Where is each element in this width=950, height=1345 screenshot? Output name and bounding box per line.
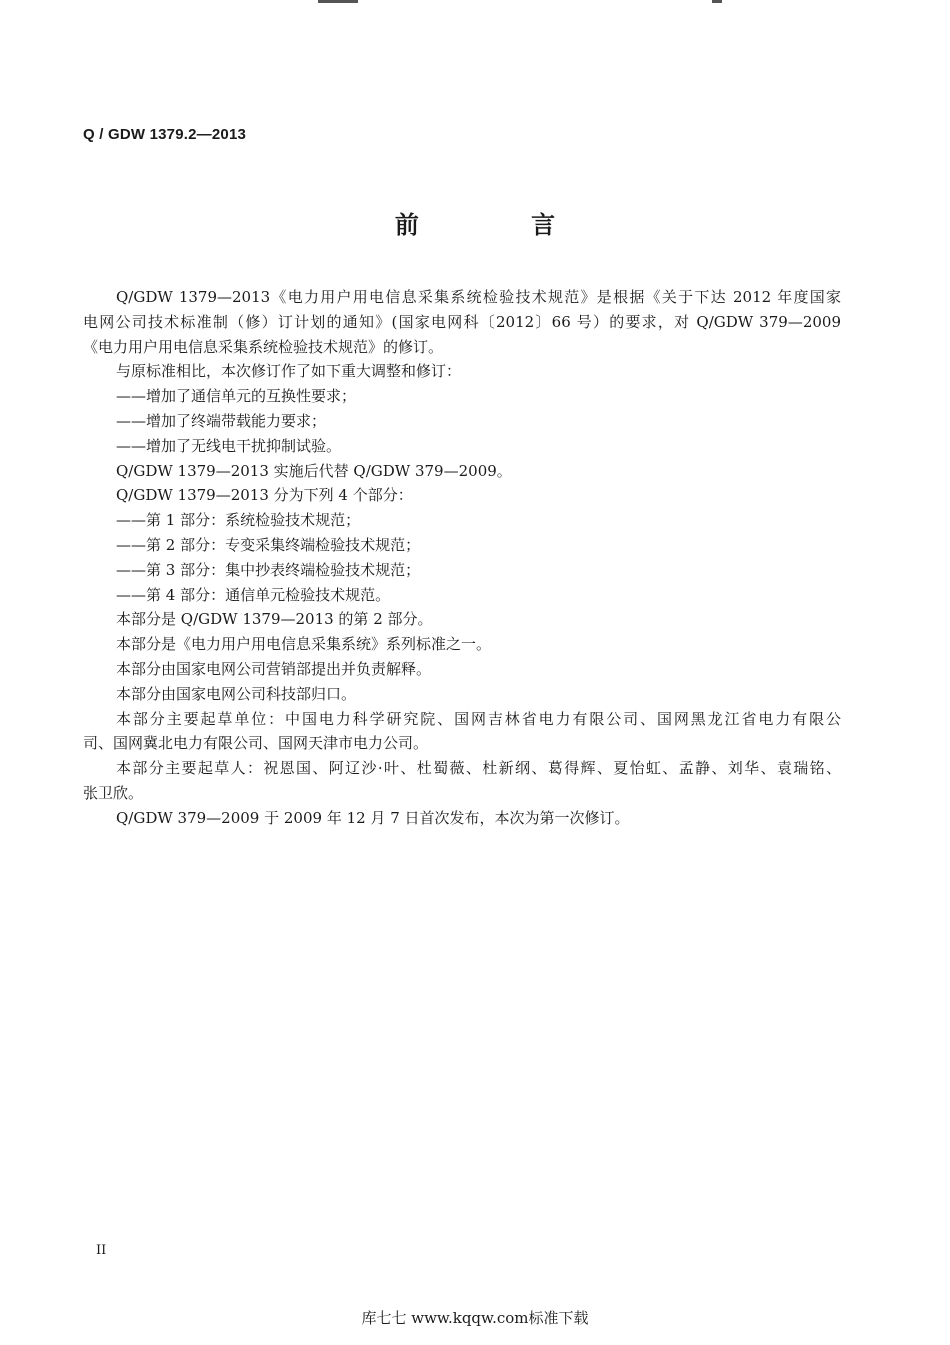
scan-artifact bbox=[712, 0, 722, 3]
paragraph bbox=[83, 359, 841, 384]
scan-artifact bbox=[318, 0, 358, 3]
paragraph-line: ——增加了无线电干扰抑制试验。 bbox=[116, 436, 342, 455]
paragraph-line: 本部分由国家电网公司科技部归口。 bbox=[116, 684, 357, 703]
paragraph-line: 司、国网冀北电力有限公司、国网天津市电力公司。 bbox=[83, 734, 429, 753]
paragraph bbox=[83, 707, 841, 757]
paragraph-line: 与原标准相比，本次修订作了如下重大调整和修订： bbox=[116, 362, 462, 381]
paragraph bbox=[83, 533, 841, 558]
paragraph-line: 《电力用户用电信息采集系统检验技术规范》的修订。 bbox=[83, 337, 444, 356]
paragraph-line: 本部分主要起草人：祝恩国、阿辽沙·叶、杜蜀薇、杜新纲、葛得辉、夏怡虹、孟静、刘华、袁瑞铭、 bbox=[116, 759, 841, 778]
paragraph bbox=[83, 607, 841, 632]
paragraph bbox=[83, 459, 841, 484]
paragraph bbox=[83, 558, 841, 583]
paragraph-line: Q/GDW 1379—2013 实施后代替 Q/GDW 379—2009。 bbox=[116, 461, 512, 480]
paragraph bbox=[83, 483, 841, 508]
paragraph-line: 电网公司技术标准制（修）订计划的通知》(国家电网科〔2012〕66 号）的要求，对 Q/GDW 379—2009 bbox=[83, 312, 841, 331]
paragraph bbox=[83, 409, 841, 434]
paragraph-line: ——第 3 部分：集中抄表终端检验技术规范； bbox=[116, 560, 421, 579]
paragraph-line: Q/GDW 379—2009 于 2009 年 12 月 7 日首次发布，本次为第一次修订。 bbox=[116, 808, 630, 827]
paragraph-line: ——增加了终端带载能力要求； bbox=[116, 411, 327, 430]
paragraph bbox=[83, 682, 841, 707]
paragraph-line: ——第 1 部分：系统检验技术规范； bbox=[116, 511, 361, 530]
paragraph bbox=[83, 384, 841, 409]
page-number: II bbox=[96, 1243, 107, 1258]
paragraph bbox=[83, 583, 841, 608]
paragraph-line: 张卫欣。 bbox=[83, 783, 144, 802]
paragraph bbox=[83, 508, 841, 533]
preface-body bbox=[83, 285, 841, 831]
page-title: 前 言 bbox=[394, 210, 608, 239]
paragraph-line: ——增加了通信单元的互换性要求； bbox=[116, 387, 357, 406]
paragraph-line: 本部分是《电力用户用电信息采集系统》系列标准之一。 bbox=[116, 635, 492, 654]
paragraph-line: 本部分由国家电网公司营销部提出并负责解释。 bbox=[116, 659, 432, 678]
paragraph-line: 本部分是 Q/GDW 1379—2013 的第 2 部分。 bbox=[116, 610, 433, 629]
paragraph bbox=[83, 756, 841, 806]
paragraph-line: Q/GDW 1379—2013 分为下列 4 个部分： bbox=[116, 486, 413, 505]
paragraph-line: ——第 4 部分：通信单元检验技术规范。 bbox=[116, 585, 391, 604]
paragraph-line: 本部分主要起草单位：中国电力科学研究院、国网吉林省电力有限公司、国网黑龙江省电力有限公 bbox=[116, 709, 841, 728]
paragraph bbox=[83, 806, 841, 831]
paragraph bbox=[83, 657, 841, 682]
paragraph bbox=[83, 434, 841, 459]
paragraph bbox=[83, 632, 841, 657]
paragraph-line: ——第 2 部分：专变采集终端检验技术规范； bbox=[116, 535, 421, 554]
paragraph-line: Q/GDW 1379—2013《电力用户用电信息采集系统检验技术规范》是根据《关于下达 2012 年度国家 bbox=[116, 288, 841, 306]
paragraph bbox=[83, 285, 841, 359]
document-id: Q / GDW 1379.2—2013 bbox=[83, 126, 247, 143]
footer-watermark: 库七七 www.kqqw.com标准下载 bbox=[361, 1309, 589, 1327]
